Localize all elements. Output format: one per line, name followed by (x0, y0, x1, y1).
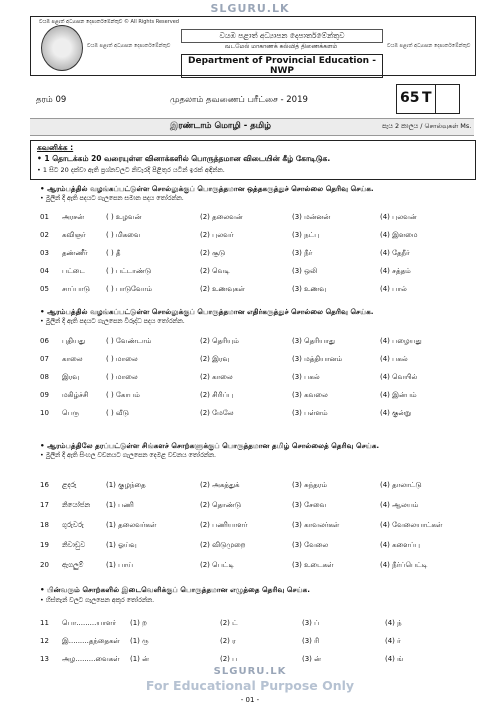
question-word: மகிழ்ச்சி (62, 391, 89, 399)
question-number: 03 (40, 249, 49, 257)
section-2-sinhala: • මුලින් දී ඇති පදයට ගැලපෙන විරුද්ධ පදය තෝරන්න. (40, 318, 185, 325)
question-number: 16 (40, 481, 49, 489)
option-3[interactable]: (3) உடைகள் (292, 561, 334, 569)
option-1[interactable]: (1) தலைவர்கள் (106, 521, 157, 529)
question-number: 05 (40, 285, 49, 293)
option-3[interactable]: (3) ஒலி (292, 267, 318, 275)
instructions-title: கவனிக்க : (37, 143, 74, 152)
question-word: கவிஞர் (62, 231, 86, 239)
watermark-top: SLGURU.LK (210, 2, 290, 15)
emblem-icon (41, 25, 83, 71)
option-4[interactable]: (4) நீர்ப்பெட்டி (380, 561, 428, 569)
question-row (40, 561, 470, 575)
watermark-edu: For Educational Purpose Only (145, 678, 355, 693)
question-row (40, 481, 470, 495)
subject-bar (30, 118, 474, 136)
question-row (40, 213, 470, 227)
question-word: தண்ணீர் (62, 249, 88, 257)
question-number: 02 (40, 231, 49, 239)
option-2[interactable]: (2) பணியாளர் (200, 521, 248, 529)
question-number: 06 (40, 337, 49, 345)
question-row (40, 541, 470, 555)
time-allowed: පැය 2 කාලය / சொல்வுகள் Ms. (382, 122, 472, 130)
question-word: ඇගලුම් (62, 561, 84, 569)
option-2[interactable]: (2) சூடு (200, 249, 226, 257)
question-word: இரவு (62, 373, 80, 381)
option-3[interactable]: (3) ன் (302, 655, 321, 663)
question-row (40, 337, 470, 351)
question-row (40, 355, 470, 369)
dept-tamil: வடமேல் மாகாணக் கல்வித் திணைக்களம் (224, 43, 338, 50)
option-2[interactable]: (2) தெரியும் (200, 337, 239, 345)
option-1[interactable]: (1) ன் (130, 655, 149, 663)
question-row (40, 391, 470, 405)
option-3[interactable]: (3) பகல் (292, 373, 320, 381)
question-word: ගුරුවරු (62, 521, 84, 529)
option-2[interactable]: (2) வெடி (200, 267, 230, 275)
option-4[interactable]: (4) குன்று (380, 409, 411, 417)
option-2[interactable]: (2) மேலே (200, 409, 234, 417)
option-1[interactable]: ( ) பட்டாண்டு (106, 267, 152, 275)
option-4[interactable]: (4) ந் (385, 619, 402, 627)
option-4[interactable]: (4) பால் (380, 285, 407, 293)
question-row (40, 637, 470, 651)
option-1[interactable]: (1) ற (130, 619, 147, 627)
instructions-box (30, 140, 476, 180)
option-3[interactable]: (3) ரி (302, 637, 320, 645)
option-3[interactable]: (3) காவலர்கள் (292, 521, 340, 529)
option-2[interactable]: (2) புலவர் (200, 231, 234, 239)
option-3[interactable]: (3) நீர் (292, 249, 313, 257)
option-2[interactable]: (2) பெட்டி (200, 561, 234, 569)
question-word: பொ.........யாளர் (62, 619, 116, 627)
question-number: 20 (40, 561, 49, 569)
question-word: பெரு (62, 409, 80, 417)
option-4[interactable]: (4) ஆலயம் (380, 501, 419, 509)
option-1[interactable]: ( ) மிகவை (106, 231, 141, 239)
question-word: அரசன் (62, 213, 85, 221)
option-4[interactable]: (4) வேலையாட்கள் (380, 521, 443, 529)
page-number: - 01 - (240, 696, 260, 704)
option-1[interactable]: ( ) கோபம் (106, 391, 140, 399)
option-4[interactable]: (4) சத்தம் (380, 267, 411, 275)
right-side-text: වයඹ පළාත් අධ්‍යාපන දෙපාර්තමේන්තුව (387, 43, 471, 49)
question-number: 07 (40, 355, 49, 363)
option-2[interactable]: (2) ட் (220, 619, 238, 627)
option-2[interactable]: (2) விடுமுறை (200, 541, 246, 549)
option-4[interactable]: (4) இளமை (380, 231, 418, 239)
option-3[interactable]: (3) உணவு (292, 285, 327, 293)
section-1-sinhala: • මුලින් දී ඇති පදයට ගැලපෙන සමාන පදය තෝරන්න. (40, 195, 184, 202)
question-row (40, 521, 470, 535)
watermark-bottom: SLGURU.LK (213, 666, 287, 677)
option-2[interactable]: (2) உணவுகள் (200, 285, 245, 293)
option-2[interactable]: (2) இரவு (200, 355, 230, 363)
option-2[interactable]: (2) தொண்டு (200, 501, 241, 509)
question-row (40, 267, 470, 281)
option-2[interactable]: (2) சிரிப்பு (200, 391, 234, 399)
question-word: காலை (62, 355, 83, 363)
question-word: නියෝජන (62, 501, 91, 509)
option-3[interactable]: (3) மத்தியானம் (292, 355, 343, 363)
instruction-tamil: • 1 தொடக்கம் 20 வரையுள்ள வினாக்களில் பொருத்தமான விடையின் கீழ் கோடிடுக. (37, 154, 331, 163)
option-4[interactable]: (4) பகல் (380, 355, 408, 363)
question-row (40, 409, 470, 423)
question-number: 04 (40, 267, 49, 275)
question-number: 10 (40, 409, 49, 417)
question-word: නිවාඩුව (62, 541, 86, 549)
option-3[interactable]: (3) ப் (302, 619, 320, 627)
paper-letter: T (422, 90, 432, 106)
question-word: ළදරු (62, 481, 77, 489)
option-1[interactable]: ( ) வீடு (106, 409, 129, 417)
question-row (40, 249, 470, 263)
subject-name: இரண்டாம் மொழி - தமிழ் (170, 121, 271, 131)
dept-english: Department of Provincial Education - NWP (181, 54, 383, 78)
question-word: அழ.........வைகள் (62, 655, 120, 663)
section-4-sinhala: • හිස්තැන් වලට ගැලපෙන අකුර තෝරන්න. (40, 597, 155, 604)
question-number: 11 (40, 619, 49, 627)
question-number: 13 (40, 655, 49, 663)
paper-code-divider (435, 85, 436, 113)
option-1[interactable]: (1) ரு (130, 637, 149, 645)
option-4[interactable]: (4) ங் (385, 655, 404, 663)
question-number: 08 (40, 373, 49, 381)
question-row (40, 619, 470, 633)
option-3[interactable]: (3) கவலை (292, 391, 328, 399)
question-word: பட்டை (62, 267, 85, 275)
option-4[interactable]: (4) தாலாட்டு (380, 481, 422, 489)
option-4[interactable]: (4) தேநீர் (380, 249, 410, 257)
option-2[interactable]: (2) காலை (200, 373, 233, 381)
header-box (30, 16, 476, 76)
section-3-heading: • ஆரம்பத்திலே தரப்பட்டுள்ள சிங்களச் சொற்களுக்குப் பொருத்தமான தமிழ் சொல்லைத் தெரிவு செய்க. (40, 441, 380, 450)
exam-name: முதலாம் தவணைப் பரீட்சை - 2019 (170, 95, 308, 105)
question-row (40, 501, 470, 515)
question-word: சாப்பாடு (62, 285, 90, 293)
option-3[interactable]: (3) சுந்தரம் (292, 481, 328, 489)
option-1[interactable]: ( ) பாடுவோம் (106, 285, 152, 293)
dept-sinhala: වයඹ පළාත් අධ්‍යාපන දෙපාර්තමේන්තුව (181, 29, 383, 43)
option-4[interactable]: (4) புலவன் (380, 213, 417, 221)
option-1[interactable]: ( ) வேண்டாம் (106, 337, 152, 345)
option-3[interactable]: (3) மன்னன் (292, 213, 331, 221)
option-2[interactable]: (2) ப (220, 655, 238, 663)
question-word: இ.........தந்தைகள் (62, 637, 120, 645)
question-word: புதியது (62, 337, 86, 345)
option-3[interactable]: (3) தெரியாது (292, 337, 335, 345)
option-4[interactable]: (4) பழையது (380, 337, 422, 345)
option-3[interactable]: (3) வேலை (292, 541, 329, 549)
option-4[interactable]: (4) வெயில் (380, 373, 418, 381)
section-3-sinhala: • මුලින් දී ඇති සිංහල වචනයට ගැලපෙන දෙමළ වචනය තෝරන්න. (40, 452, 217, 459)
option-2[interactable]: (2) அகத்துக் (200, 481, 240, 489)
option-1[interactable]: ( ) மாலை (106, 355, 138, 363)
option-2[interactable]: (2) தலைவன் (200, 213, 243, 221)
option-3[interactable]: (3) சேவை (292, 501, 327, 509)
option-1[interactable]: ( ) மாலை (106, 373, 138, 381)
option-4[interactable]: (4) ர் (385, 637, 401, 645)
paper-number: 65 (400, 90, 420, 106)
question-number: 19 (40, 541, 49, 549)
question-row (40, 373, 470, 387)
section-2-heading: • ஆரம்பத்தில் வழங்கப்பட்டுள்ள சொல்லுக்குப் பொருத்தமான எதிர்கருத்துச் சொல்லை தெரிவு செய்க. (40, 307, 374, 316)
option-4[interactable]: (4) இன்பம் (380, 391, 417, 399)
question-row (40, 231, 470, 245)
paper-code (396, 84, 460, 114)
question-number: 09 (40, 391, 49, 399)
option-2[interactable]: (2) ர (220, 637, 236, 645)
option-3[interactable]: (3) பள்ளம் (292, 409, 328, 417)
option-1[interactable]: ( ) உழவன் (106, 213, 142, 221)
option-4[interactable]: (4) களைப்பு (380, 541, 420, 549)
instruction-sinhala: • 1 සිට 20 දක්වා ඇති ප්‍රශ්නවලට නිවැරදි පිළිතුර යටින් ඉරක් අඳින්න. (37, 166, 225, 174)
option-1[interactable]: ( ) தீ (106, 249, 121, 257)
option-1[interactable]: (1) ஓய்வு (106, 541, 137, 549)
question-number: 17 (40, 501, 49, 509)
question-number: 12 (40, 637, 49, 645)
question-row (40, 285, 470, 299)
section-4-heading: • பின்வரும் சொற்களில் இடைவெளிக்குப் பொருத்தமான எழுத்தை தெரிவு செய்க. (40, 585, 310, 594)
grade: தரம் 09 (36, 95, 67, 105)
copyright-line: වයඹ පළාත් අධ්‍යාපන දෙපාර්තමේන්තුව © All Rights Reserved (39, 19, 179, 25)
question-number: 01 (40, 213, 49, 221)
option-1[interactable]: (1) குழந்தை (106, 481, 146, 489)
section-1-heading: • ஆரம்பத்தில் வழங்கப்பட்டுள்ள சொல்லுக்குப் பொருத்தமான ஒத்தகருத்துச் சொல்லை தெரிவு செய்க. (40, 184, 374, 193)
option-3[interactable]: (3) நட்பு (292, 231, 320, 239)
left-side-text: වයඹ පළාත් අධ්‍යාපන දෙපාර්තමේන්තුව (87, 43, 171, 49)
option-1[interactable]: (1) பணி (106, 501, 134, 509)
option-1[interactable]: (1) பாய் (106, 561, 134, 569)
question-number: 18 (40, 521, 49, 529)
